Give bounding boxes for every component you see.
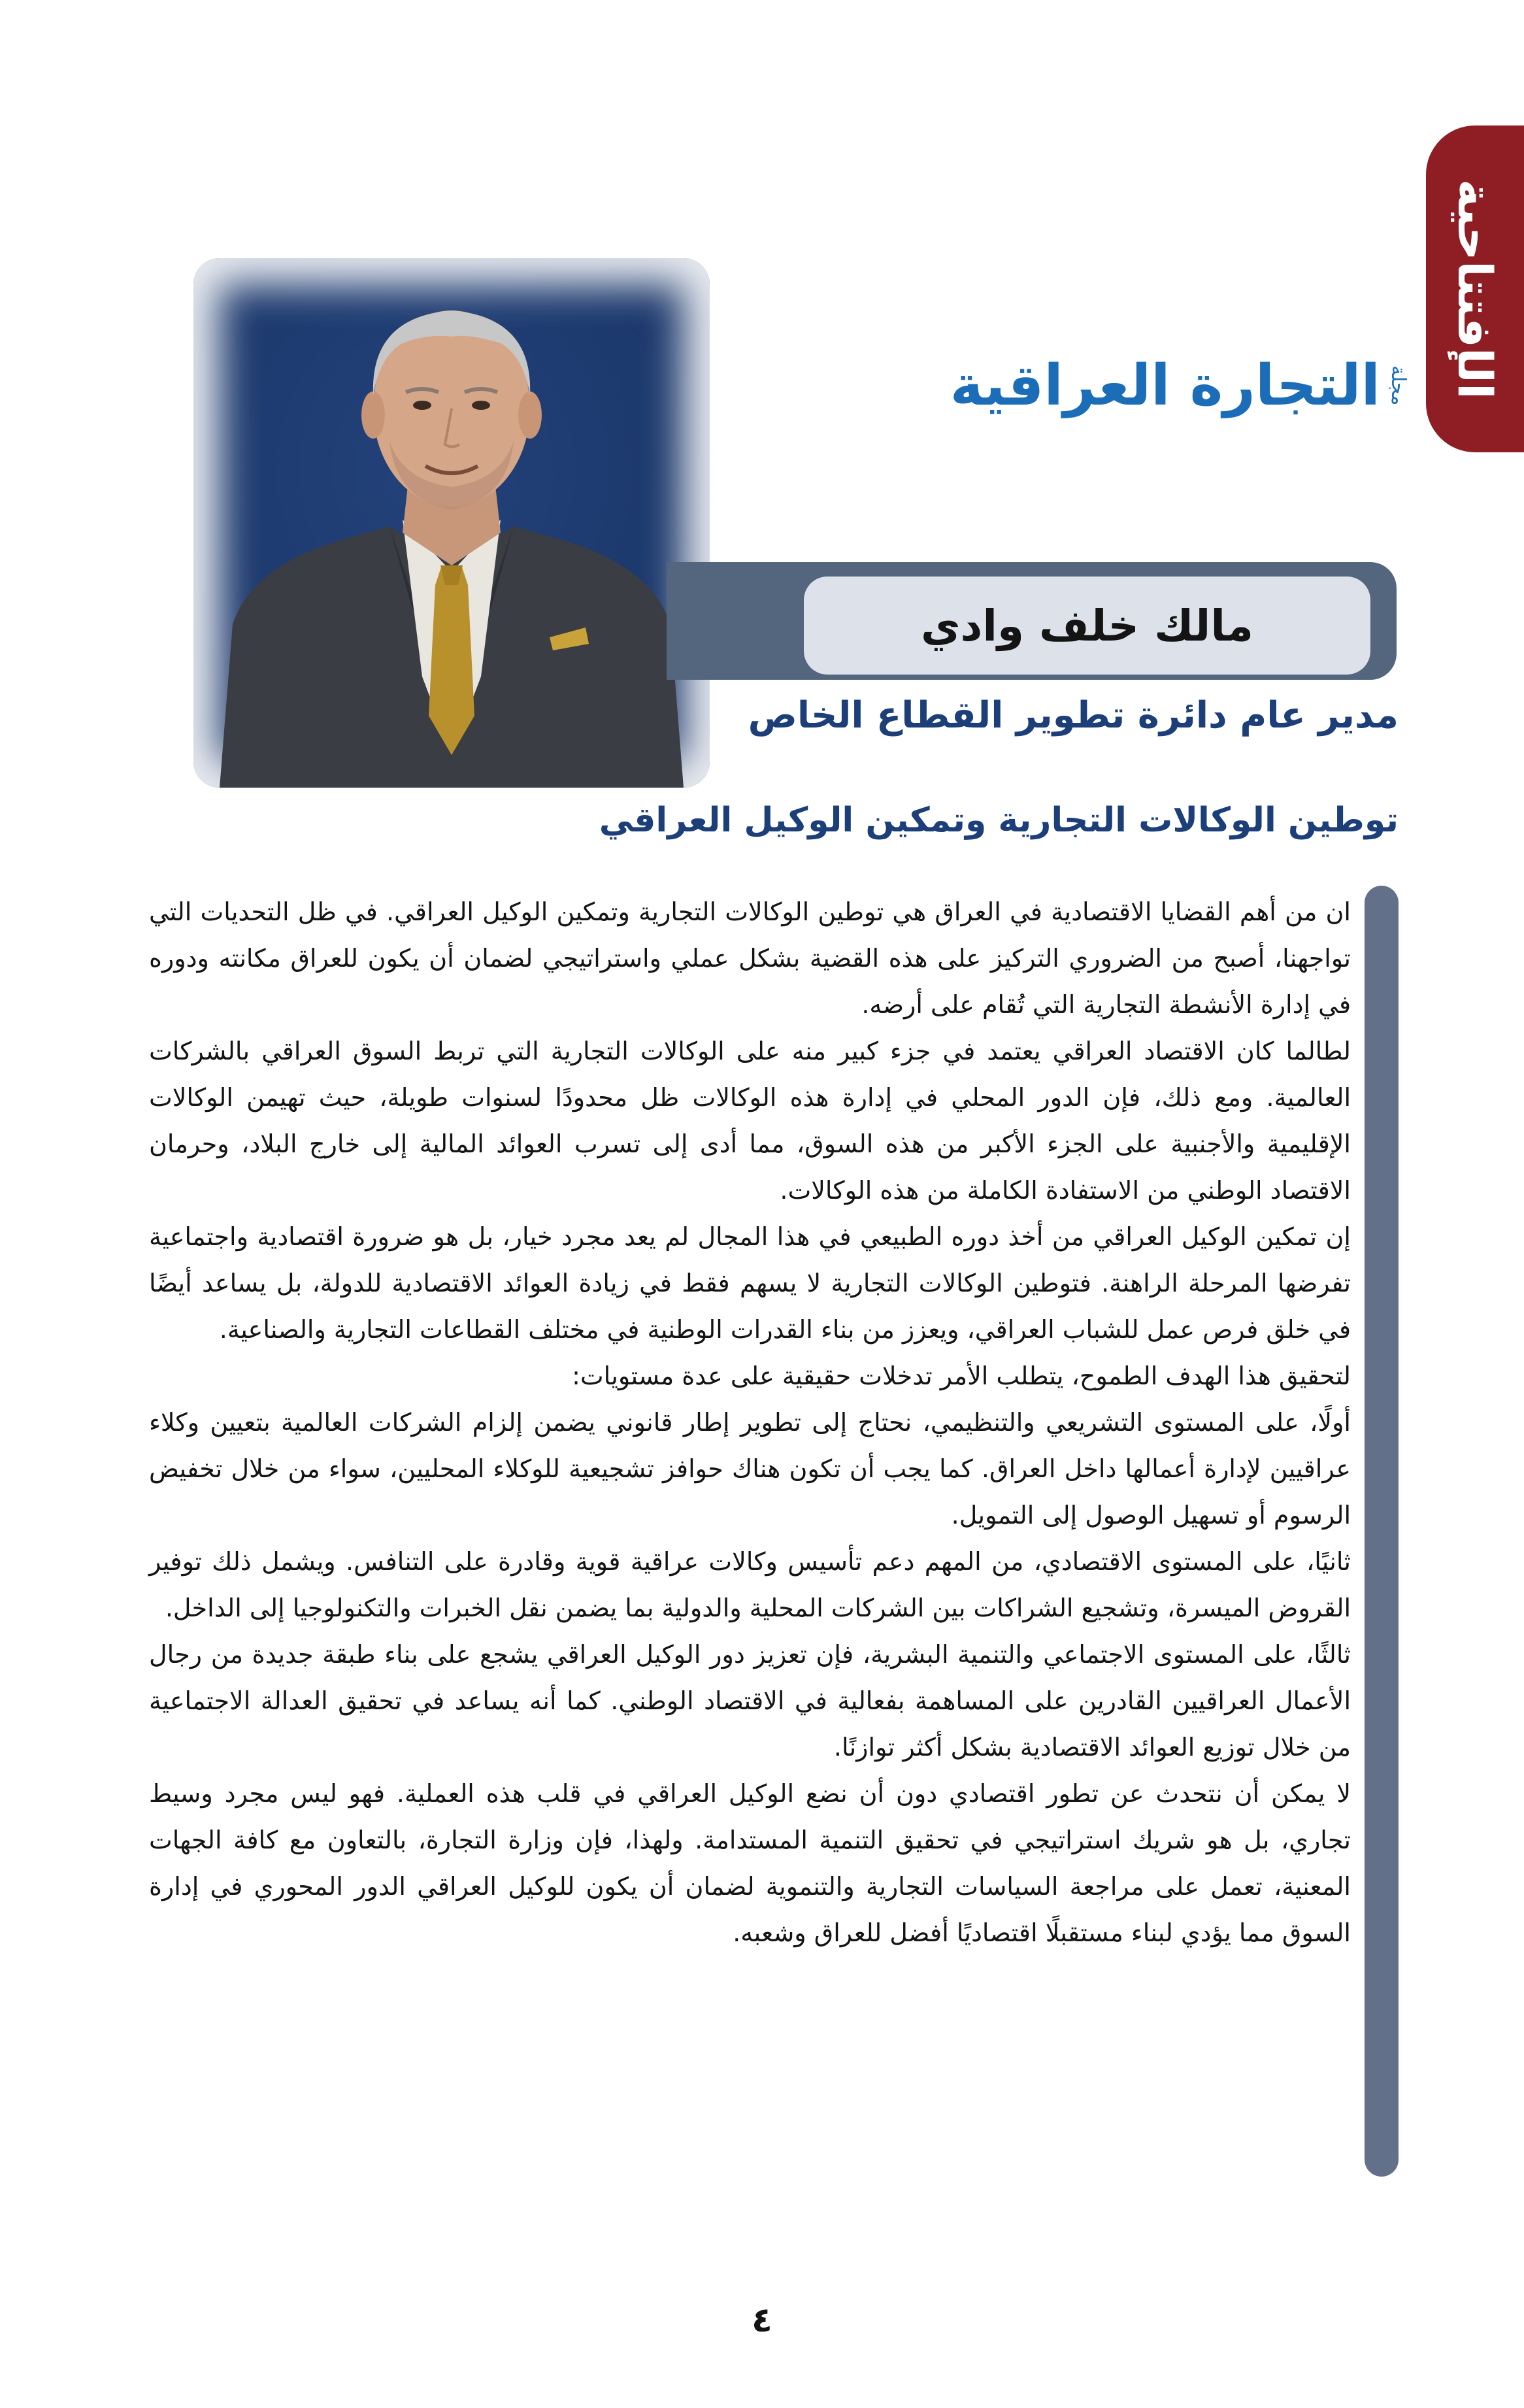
author-position: مدير عام دائرة تطوير القطاع الخاص (748, 694, 1399, 737)
name-plate (804, 577, 1370, 675)
article-paragraph: لا يمكن أن نتحدث عن تطور اقتصادي دون أن نضع الوكيل العراقي في قلب هذه العملية. فهو ليس مجرد وسيط تجاري، بل هو شريك استراتيجي في تحقيق التنمية المستدامة. ولهذا، فإن وزارة التجارة، بالتعاون مع كافة الجهات المعنية، تعمل على مراجعة السياسات التجارية والتنموية لضمان أن يكون للوكيل العراقي الدور المحوري في إدارة السوق مما يؤدي لبناء مستقبلًا اقتصاديًا أفضل للعراق وشعبه. (149, 1779, 1351, 1947)
article-body (149, 889, 1351, 1956)
article-paragraph: إن تمكين الوكيل العراقي من أخذ دوره الطبيعي في هذا المجال لم يعد مجرد خيار، بل هو ضرورة اقتصادية واجتماعية تفرضها المرحلة الراهنة. فتوطين الوكالات التجارية لا يسهم فقط في زيادة العوائد الاقتصادية للدولة، بل يساعد أيضًا في خلق فرص عمل للشباب العراقي، ويعزز من بناء القدرات الوطنية في مختلف القطاعات التجارية والصناعية. (149, 1222, 1351, 1344)
section-tab (1426, 125, 1524, 452)
article-paragraph: أولًا، على المستوى التشريعي والتنظيمي، نحتاج إلى تطوير إطار قانوني يضمن إلزام الشركات العالمية بتعيين وكلاء عراقيين لإدارة أعمالها داخل العراق. كما يجب أن تكون هناك حوافز تشجيعية للوكلاء المحليين، سواء من خلال تخفيض الرسوم أو تسهيل الوصول إلى التمويل. (149, 1408, 1351, 1530)
section-label: الإفتتاحية (1448, 178, 1502, 399)
article-paragraph: ان من أهم القضايا الاقتصادية في العراق هي توطين الوكالات التجارية وتمكين الوكيل العراقي. في ظل التحديات التي تواجهنا، أصبح من الضروري التركيز على هذه القضية بشكل عملي واستراتيجي لضمان أن يكون للعراق مكانته ودوره في إدارة الأنشطة التجارية التي تُقام على أرضه. (149, 897, 1351, 1019)
magazine-name: التجارة العراقية (950, 353, 1380, 418)
article-paragraph: ثالثًا، على المستوى الاجتماعي والتنمية البشرية، فإن تعزيز دور الوكيل العراقي يشجع على بناء طبقة جديدة من رجال الأعمال العراقيين القادرين على المساهمة بفعالية في الاقتصاد الوطني. كما أنه يساعد في تحقيق العدالة الاجتماعية من خلال توزيع العوائد الاقتصادية بشكل أكثر توازنًا. (149, 1640, 1351, 1762)
article-paragraph: لطالما كان الاقتصاد العراقي يعتمد في جزء كبير منه على الوكالات التجارية التي تربط السوق العراقي بالشركات العالمية. ومع ذلك، فإن الدور المحلي في إدارة هذه الوكالات ظل محدودًا لسنوات طويلة، حيث تهيمن الوكالات الإقليمية والأجنبية على الجزء الأكبر من هذه السوق، مما أدى إلى تسرب العوائد المالية إلى خارج البلاد، وحرمان الاقتصاد الوطني من الاستفادة الكاملة من هذه الوكالات. (149, 1037, 1351, 1205)
author-name: مالك خلف وادي (921, 600, 1253, 651)
author-portrait (193, 258, 710, 788)
article-title: توطين الوكالات التجارية وتمكين الوكيل العراقي (599, 801, 1399, 840)
article-paragraph: لتحقيق هذا الهدف الطموح، يتطلب الأمر تدخلات حقيقية على عدة مستويات: (572, 1362, 1351, 1390)
page-number: ٤ (752, 2301, 772, 2340)
magazine-prefix: مجلة (1387, 365, 1410, 406)
article-paragraph: ثانيًا، على المستوى الاقتصادي، من المهم دعم تأسيس وكالات عراقية قوية وقادرة على التنافس. ويشمل ذلك توفير القروض الميسرة، وتشجيع الشراكات بين الشركات المحلية والدولية بما يضمن نقل الخبرات والتكنولوجيا إلى الداخل. (149, 1547, 1351, 1622)
magazine-logo (950, 340, 1410, 431)
accent-bar (1365, 886, 1399, 2177)
portrait-illustration (193, 258, 710, 788)
